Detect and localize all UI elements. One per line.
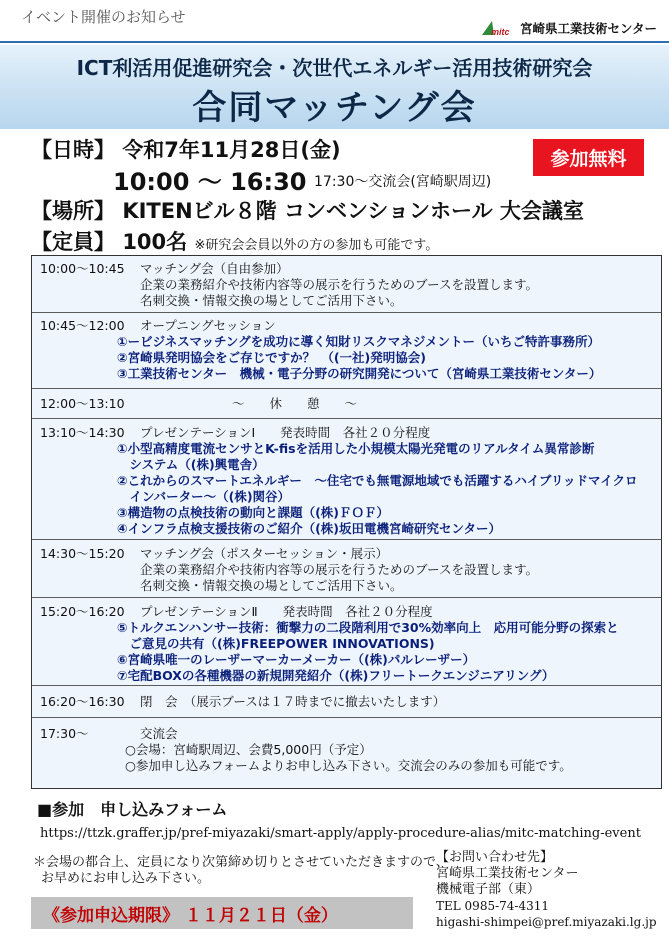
schedule-row bbox=[32, 313, 661, 389]
schedule-line: ⑦宅配BOXの各種機器の新規開発紹介（(株)フリートークエンジニアリング） bbox=[117, 668, 555, 683]
schedule-line: ②これからのスマートエネルギー ～住宅でも無電源地域でも活躍するハイブリッドマイクロ bbox=[117, 473, 638, 488]
notice-label: イベント開催のお知らせ bbox=[21, 8, 186, 26]
event-subtitle: ICT利活用促進研究会・次世代エネルギー活用技術研究会 bbox=[76, 56, 593, 80]
schedule-line: ご意見の共有（(株)FREEPOWER INNOVATIONS) bbox=[117, 636, 435, 651]
contact-dept: 機械電子部（東） bbox=[436, 882, 541, 897]
date-value: 令和7年11月28日(金) bbox=[122, 138, 341, 162]
schedule-title: オープニングセッション bbox=[140, 318, 276, 333]
mitc-logo-icon bbox=[482, 19, 516, 37]
schedule-line: ⑥宮崎県唯一のレーザーマーカーメーカー（(株)パルレーザー） bbox=[117, 652, 476, 667]
schedule-title: 閉 会 （展示ブースは１７時までに撤去いたします） bbox=[140, 694, 446, 709]
schedule-row bbox=[32, 686, 661, 718]
schedule-time: 16:20～16:30 bbox=[40, 694, 125, 709]
header-divider bbox=[0, 41, 669, 43]
schedule-line: インバーター～（(株)関谷） bbox=[117, 489, 291, 504]
place-row bbox=[31, 195, 584, 225]
place-label: 【場所】 bbox=[31, 199, 115, 223]
schedule-line: ④インフラ点検支援技術のご紹介（(株)坂田電機宮崎研究センター） bbox=[117, 521, 502, 536]
contact-org: 宮崎県工業技術センター bbox=[436, 866, 579, 881]
schedule-line: 名刺交換・情報交換の場としてご活用下さい。 bbox=[140, 293, 403, 308]
schedule-table bbox=[31, 255, 662, 789]
schedule-line: ③構造物の点検技術の動向と課題（(株)ＦＯＦ） bbox=[117, 505, 390, 520]
party-info: 17:30～交流会(宮崎駅周辺) bbox=[314, 174, 492, 190]
date-label: 【日時】 bbox=[31, 138, 115, 162]
schedule-time: 15:20～16:20 bbox=[40, 604, 125, 619]
deadline-note bbox=[33, 855, 449, 887]
capacity-note: ※研究会会員以外の方の参加も可能です。 bbox=[194, 238, 439, 253]
place-value: KITENビル８階 コンベンションホール 大会議室 bbox=[122, 199, 584, 223]
form-heading: ■参加 申し込みフォーム bbox=[37, 800, 228, 819]
date-row bbox=[31, 134, 341, 164]
schedule-line: ○会場：宮崎駅周辺、会費5,000円（予定） bbox=[125, 742, 372, 757]
capacity-row bbox=[31, 226, 438, 256]
deadline-note-line: ＊会場の都合上、定員になり次第締め切りとさせていただきますので、 bbox=[33, 855, 449, 870]
contact-block bbox=[436, 850, 657, 930]
capacity-value: 100名 bbox=[122, 230, 188, 254]
org-name: 宮崎県工業技術センター bbox=[520, 21, 658, 36]
contact-email[interactable]: higashi-shimpei@pref.miyazaki.lg.jp bbox=[436, 915, 657, 929]
form-url-link[interactable]: https://ttzk.graffer.jp/pref-miyazaki/smart-apply/apply-procedure-alias/mitc-matching-event bbox=[40, 826, 641, 841]
schedule-line: ①小型高精度電流センサとK-fisを活用した小規模太陽光発電のリアルタイム異常診断 bbox=[117, 441, 595, 456]
schedule-row bbox=[32, 419, 661, 540]
schedule-title: プレゼンテーションⅡ 発表時間 各社２０分程度 bbox=[140, 604, 433, 619]
contact-heading: 【お問い合わせ先】 bbox=[436, 850, 554, 865]
schedule-time: 13:10～14:30 bbox=[40, 425, 125, 440]
schedule-title: マッチング会（ポスターセッション・展示） bbox=[140, 546, 389, 561]
event-title: 合同マッチング会 bbox=[192, 88, 477, 128]
schedule-line: ①ービジネスマッチングを成功に導く知財リスクマネジメントー（いちご特許事務所） bbox=[117, 334, 600, 349]
schedule-time: 12:00～13:10 bbox=[40, 396, 125, 411]
schedule-time: 10:45～12:00 bbox=[40, 318, 125, 333]
schedule-time: 14:30～15:20 bbox=[40, 546, 125, 561]
schedule-line: 企業の業務紹介や技術内容等の展示を行うためのブースを設置します。 bbox=[140, 277, 539, 292]
schedule-title: ～ 休 憩 ～ bbox=[232, 396, 358, 411]
org-logo bbox=[482, 19, 657, 37]
schedule-time: 10:00～10:45 bbox=[40, 261, 125, 276]
schedule-line: システム（(株)興電舎） bbox=[117, 457, 265, 472]
schedule-row bbox=[32, 256, 661, 313]
schedule-row bbox=[32, 718, 661, 788]
schedule-line: ⑤トルクエンハンサー技術：衝撃力の二段階利用で30%効率向上 応用可能分野の探索と bbox=[117, 620, 619, 635]
schedule-line: 企業の業務紹介や技術内容等の展示を行うためのブースを設置します。 bbox=[140, 562, 539, 577]
schedule-line: ③工業技術センター 機械・電子分野の研究開発について（宮崎県工業技術センター） bbox=[117, 366, 602, 381]
schedule-row bbox=[32, 598, 661, 686]
svg-text:mitc: mitc bbox=[491, 27, 510, 37]
schedule-title: マッチング会（自由参加） bbox=[140, 261, 289, 276]
contact-tel: TEL 0985-74-4311 bbox=[436, 899, 550, 913]
schedule-row bbox=[32, 540, 661, 598]
schedule-title: 交流会 bbox=[140, 726, 178, 741]
deadline-note-line: お早めにお申し込み下さい。 bbox=[41, 871, 211, 886]
schedule-line: ②宮崎県発明協会をご存じですか？ （(一社)発明協会) bbox=[117, 350, 426, 365]
time-value: 10:00 ～ 16:30 bbox=[113, 168, 307, 196]
free-badge: 参加無料 bbox=[533, 139, 644, 176]
schedule-time: 17:30～ bbox=[40, 726, 89, 741]
schedule-title: プレゼンテーションⅠ 発表時間 各社２０分程度 bbox=[140, 425, 431, 440]
schedule-row bbox=[32, 389, 661, 419]
schedule-line: 名刺交換・情報交換の場としてご活用下さい。 bbox=[140, 578, 403, 593]
deadline-banner: 《参加申込期限》 １１月２１日（金） bbox=[31, 897, 413, 929]
schedule-line: ○参加申し込みフォームよりお申し込み下さい。交流会のみの参加も可能です。 bbox=[125, 758, 572, 773]
capacity-label: 【定員】 bbox=[31, 230, 115, 254]
